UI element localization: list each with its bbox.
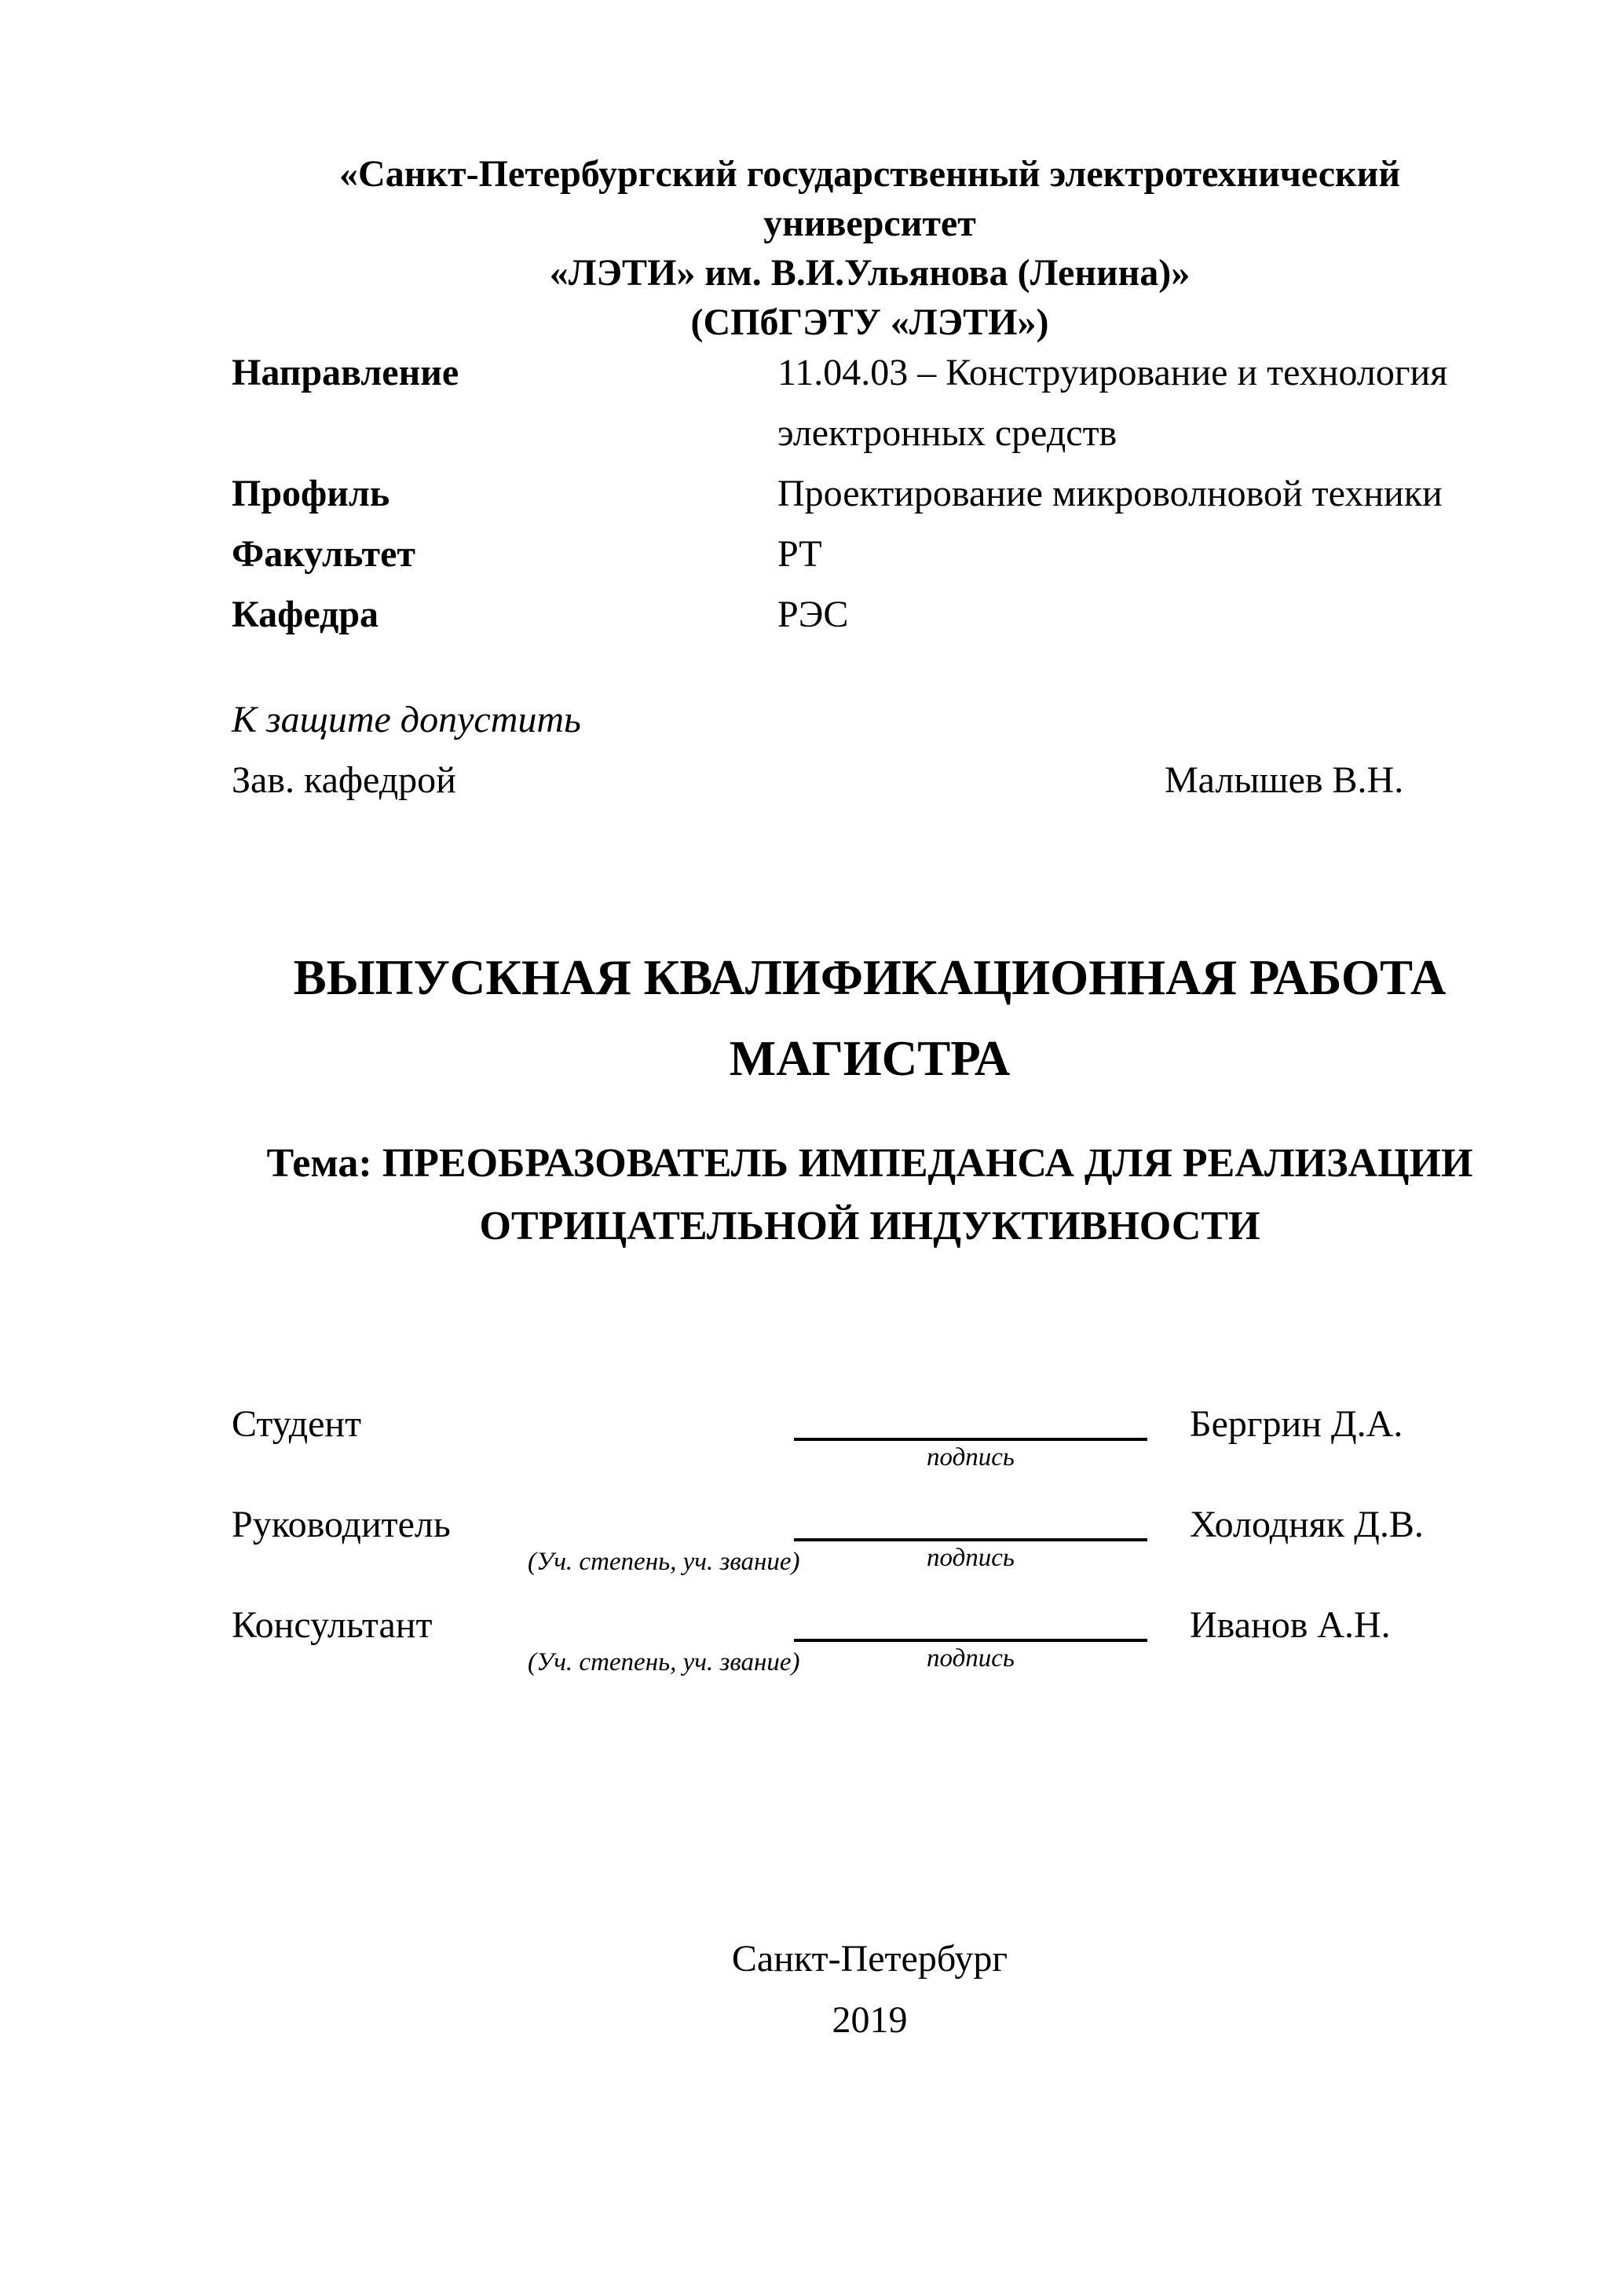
signature-line-supervisor: [794, 1504, 1147, 1541]
field-label-profile: Профиль: [232, 473, 390, 514]
footer: [232, 1929, 1508, 2051]
topic-title: [232, 1132, 1508, 1258]
field-value-direction-line-1: 11.04.03 – Конструирование и технология: [777, 352, 1448, 393]
signature-line-consultant: [794, 1604, 1147, 1642]
footer-city: Санкт-Петербург: [731, 1938, 1008, 1980]
work-title-line-1: ВЫПУСКНАЯ КВАЛИФИКАЦИОННАЯ РАБОТА: [293, 950, 1447, 1005]
field-value-profile: Проектирование микроволновой техники: [777, 473, 1443, 514]
field-row-faculty: [232, 524, 1508, 584]
university-header-line-3: (СПбГЭТУ «ЛЭТИ»): [690, 302, 1049, 343]
work-title-line-2: МАГИСТРА: [729, 1031, 1011, 1086]
field-row-profile: [232, 463, 1508, 524]
field-value-faculty: РТ: [777, 533, 822, 575]
signature-row-consultant: [232, 1603, 1508, 1704]
field-row-direction: [232, 342, 1508, 403]
person-name-consultant: Иванов А.Н.: [1190, 1604, 1391, 1646]
topic-line-2: ОТРИЦАТЕЛЬНОЙ ИНДУКТИВНОСТИ: [479, 1204, 1260, 1249]
head-of-department-name: Малышев В.Н.: [1165, 759, 1404, 801]
role-label-supervisor: Руководитель: [232, 1504, 451, 1545]
role-label-student: Студент: [232, 1403, 362, 1445]
field-row-direction-continuation: [232, 403, 1508, 463]
signature-row-supervisor: [232, 1503, 1508, 1603]
signatures-section: [232, 1402, 1508, 1704]
head-of-department-row: [232, 750, 1508, 810]
work-title: [232, 938, 1508, 1099]
head-of-department-label: Зав. кафедрой: [232, 759, 456, 801]
field-value-department: РЭС: [777, 594, 849, 635]
field-row-department: [232, 584, 1508, 645]
admission-section: [232, 689, 1508, 810]
field-label-faculty: Факультет: [232, 533, 415, 575]
role-label-consultant: Консультант: [232, 1604, 433, 1646]
field-label-department: Кафедра: [232, 594, 379, 635]
signature-caption-consultant: подпись: [927, 1644, 1015, 1673]
person-name-student: Бергрин Д.А.: [1190, 1403, 1403, 1445]
university-header-line-1: «Санкт-Петербургский государственный электротехнический университет: [339, 153, 1400, 244]
admission-note: К защите допустить: [232, 699, 581, 740]
footer-year: 2019: [832, 1999, 908, 2041]
signature-caption-supervisor: подпись: [927, 1544, 1015, 1572]
program-fields-section: [232, 342, 1508, 645]
field-label-direction: Направление: [232, 352, 459, 393]
topic-line-1: Тема: ПРЕОБРАЗОВАТЕЛЬ ИМПЕДАНСА ДЛЯ РЕАЛИЗАЦИИ: [266, 1141, 1473, 1186]
person-name-supervisor: Холодняк Д.В.: [1190, 1504, 1424, 1545]
signature-caption-student: подпись: [927, 1443, 1015, 1472]
degree-note-supervisor: (Уч. степень, уч. звание): [528, 1548, 800, 1576]
signature-row-student: [232, 1402, 1508, 1503]
university-header: [232, 149, 1508, 347]
degree-note-consultant: (Уч. степень, уч. звание): [528, 1648, 800, 1676]
field-value-direction-line-2: электронных средств: [777, 412, 1117, 454]
university-header-line-2: «ЛЭТИ» им. В.И.Ульянова (Ленина)»: [549, 252, 1191, 294]
signature-line-student: [794, 1403, 1147, 1441]
